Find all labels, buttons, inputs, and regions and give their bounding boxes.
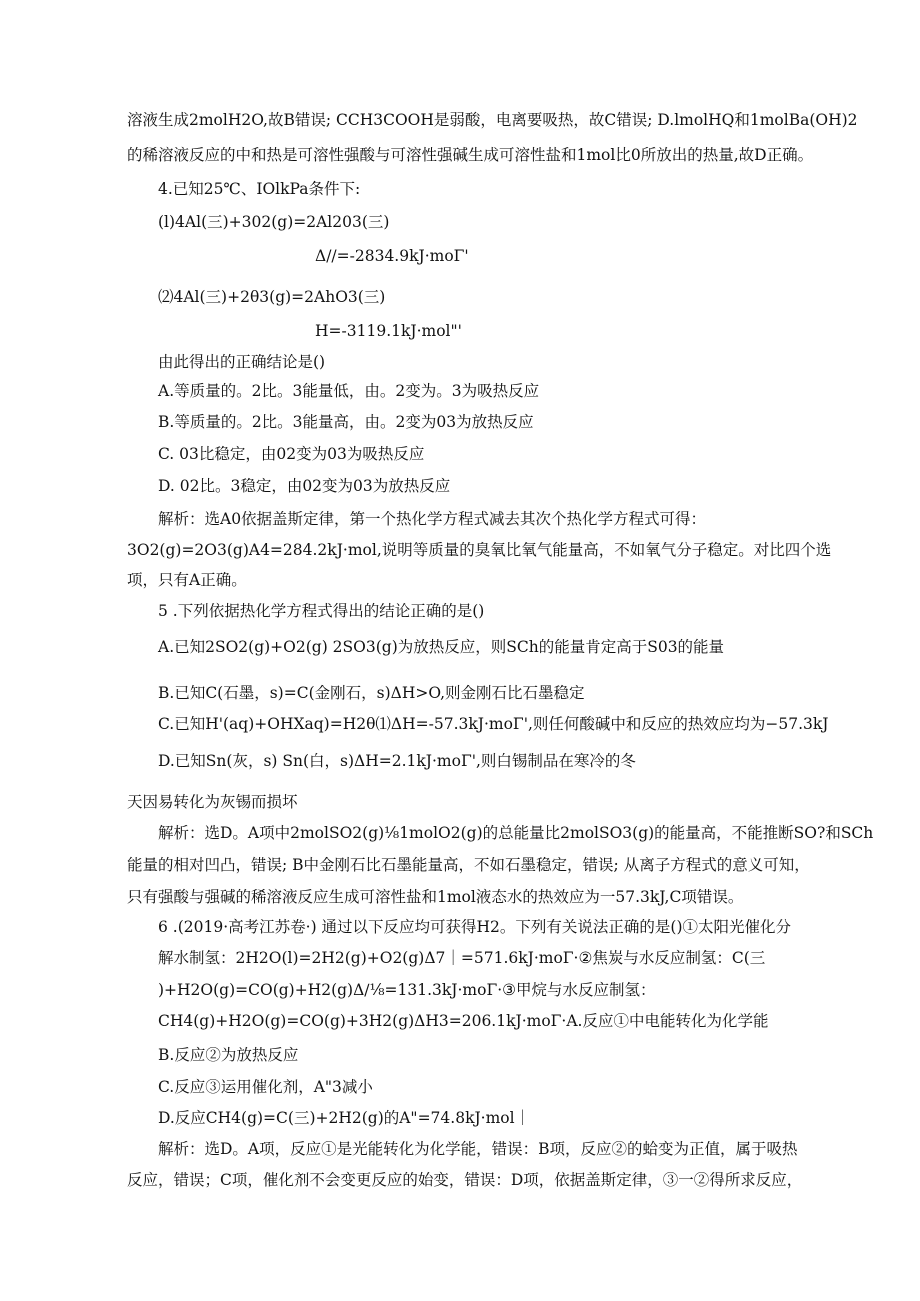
option-c: C. 03比稳定，由02变为03为吸热反应 [158,445,425,463]
option-b: B.反应②为放热反应 [158,1046,299,1064]
analysis-text: 反应，错误；C项，催化剂不会变更反应的始变，错误：D项，依据盖斯定律，③一②得所求反应， [127,1171,803,1189]
text-line: 的稀溶液反应的中和热是可溶性强酸与可溶性强碱生成可溶性盐和1mol比0所放出的热量,故D正确。 [127,146,814,164]
question-prompt: 由此得出的正确结论是() [158,353,326,371]
question-5-title: 5 .下列依据热化学方程式得出的结论正确的是() [158,602,485,620]
enthalpy-1: Δ//=-2834.9kJ·moΓ' [315,247,469,265]
text-line: 天因易转化为灰锡而损坏 [127,793,298,811]
option-b: B.等质量的。2比。3能量高，由。2变为03为放热反应 [158,413,534,431]
option-a: A.已知2SO2(g)+O2(g) 2SO3(g)为放热反应，则SCh的能量肯定高于S03的能量 [158,638,725,656]
option-d: D.已知Sn(灰，s) Sn(白，s)ΔH=2.1kJ·moΓ',则白锡制品在寒冷的冬 [158,752,636,770]
analysis-text: 能量的相对凹凸，错误; B中金刚石比石墨能量高，不如石墨稳定，错误; 从离子方程式的意义可知， [127,856,810,874]
option-b: B.已知C(石墨，s)=C(金刚石，s)ΔH>O,则金刚石比石墨稳定 [158,684,585,702]
text-line: 溶液生成2molH2O,故B错误; CCH3COOH是弱酸，电离要吸热，故C错误; D.lmolHQ和1molBa(OH)2 [127,111,858,129]
question-4-title: 4.已知25℃、IOlkPa条件下: [158,180,361,198]
analysis-text: 3O2(g)=2O3(g)A4=284.2kJ·mol,说明等质量的臭氧比氧气能量高，不如氧气分子稳定。对比四个选 [127,541,832,559]
analysis-text: 解析：选D。A项，反应①是光能转化为化学能，错误：B项，反应②的蛤变为正值，属于吸热 [158,1140,798,1158]
text-line: 解水制氢：2H2O(l)=2H2(g)+O2(g)Δ7｜=571.6kJ·moΓ·②焦炭与水反应制氢：C(三 [158,949,766,967]
question-6-title: 6 .(2019·高考江苏卷·) 通过以下反应均可获得H2。下列有关说法正确的是()①太阳光催化分 [158,918,792,936]
option-c: C.已知H'(aq)+OHXaq)=H2θ⑴ΔH=-57.3kJ·moΓ',则任何酸碱中和反应的热效应均为−57.3kJ [158,715,829,733]
option-a: A.等质量的。2比。3能量低，由。2变为。3为吸热反应 [158,382,540,400]
option-c: C.反应③运用催化剂，A"3减小 [158,1078,373,1096]
option-d: D. 02比。3稳定，由02变为03为放热反应 [158,477,451,495]
equation-2: ⑵4Al(三)+2θ3(g)=2AhO3(三) [158,288,386,306]
equation-1: (l)4Al(三)+302(g)=2Al203(三) [158,213,390,231]
analysis-text: 只有强酸与强碱的稀溶液反应生成可溶性盐和1mol液态水的热效应为一57.3kJ,C项错误。 [127,888,744,906]
analysis-text: 项，只有A正确。 [127,571,247,589]
analysis-text: 解析：选D。A项中2molSO2(g)⅛1molO2(g)的总能量比2molSO3(g)的能量高，不能推断SO?和SCh [158,824,874,842]
option-d: D.反应CH4(g)=C(三)+2H2(g)的A"=74.8kJ·mol｜ [158,1109,531,1127]
text-line: CH4(g)+H2O(g)=CO(g)+3H2(g)ΔH3=206.1kJ·moΓ·A.反应①中电能转化为化学能 [158,1012,769,1030]
enthalpy-2: H=-3119.1kJ·mol"' [315,322,462,340]
analysis-text: 解析：选A0依据盖斯定律，第一个热化学方程式减去其次个热化学方程式可得： [158,510,707,528]
text-line: )+H2O(g)=CO(g)+H2(g)Δ∕⅛=131.3kJ·moΓ·③甲烷与水反应制氢： [158,981,656,999]
